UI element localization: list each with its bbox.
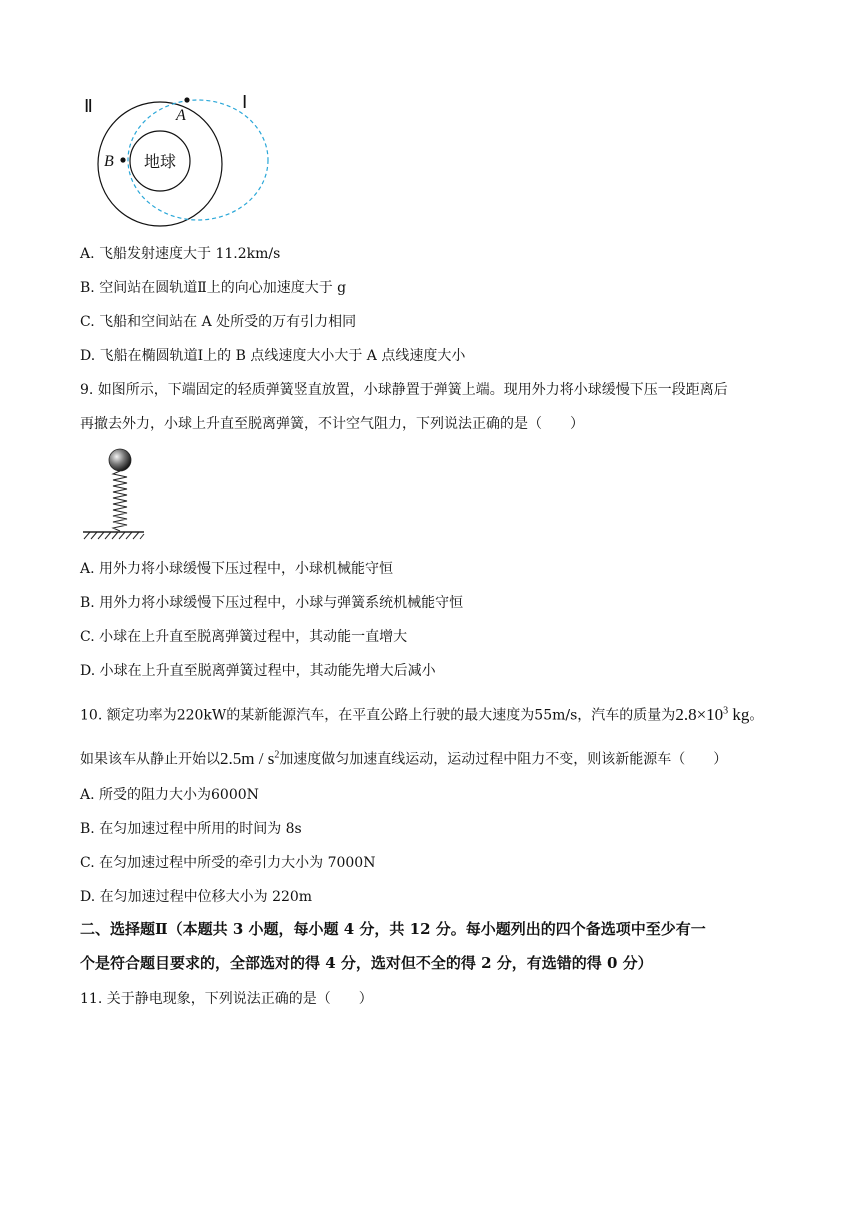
spring (113, 471, 127, 531)
orbit-diagram (78, 82, 278, 228)
q8-option-b: B. 空间站在圆轨道Ⅱ上的向心加速度大于 g (80, 280, 347, 296)
label-orbit-I: Ⅰ (242, 92, 248, 112)
q10-accel-exponent: 2 (274, 749, 280, 760)
section2-heading-line1: 二、选择题Ⅱ（本题共 3 小题，每小题 4 分，共 12 分。每小题列出的四个备选项中至少有一 (80, 920, 706, 938)
q10-mass-formula (675, 705, 749, 724)
q9-stem-line1: 9. 如图所示，下端固定的轻质弹簧竖直放置，小球静置于弹簧上端。现用外力将小球缓慢下压一段距离后 (80, 382, 728, 398)
q10-stem-text-a: 10. 额定功率为220kW的某新能源汽车，在平直公路上行驶的最大速度为55m/s，汽车的质量为 (80, 707, 676, 724)
q10-stem-text-c: 加速度做匀加速直线运动，运动过程中阻力不变，则该新能源车（ ） (279, 751, 728, 768)
q8-option-c: C. 飞船和空间站在 A 处所受的万有引力相同 (80, 314, 357, 330)
q10-accel-value: 2.5m / s (220, 748, 275, 768)
q11-stem: 11. 关于静电现象，下列说法正确的是（ ） (80, 991, 373, 1007)
label-point-B: B (104, 153, 114, 170)
q10-stem-line1 (80, 701, 763, 726)
q10-option-c: C. 在匀加速过程中所受的牵引力大小为 7000N (80, 855, 376, 871)
q10-option-d: D. 在匀加速过程中位移大小为 220m (80, 889, 313, 905)
point-A (184, 97, 189, 102)
q10-stem-text-b: 如果该车从静止开始以 (80, 751, 220, 768)
q9-option-a: A. 用外力将小球缓慢下压过程中，小球机械能守恒 (80, 561, 394, 577)
ground-hatch (84, 532, 144, 539)
q9-option-d: D. 小球在上升直至脱离弹簧过程中，其动能先增大后减小 (80, 663, 436, 679)
label-orbit-II: Ⅱ (84, 96, 93, 116)
spring-ball-diagram (80, 446, 150, 542)
q10-mass-value: 2.8×10 (675, 704, 724, 724)
q8-option-d: D. 飞船在椭圆轨道Ⅰ上的 B 点线速度大小大于 A 点线速度大小 (80, 348, 466, 364)
q10-option-b: B. 在匀加速过程中所用的时间为 8s (80, 821, 302, 837)
q10-option-a: A. 所受的阻力大小为6000N (80, 787, 259, 803)
q9-option-b: B. 用外力将小球缓慢下压过程中，小球与弹簧系统机械能守恒 (80, 595, 464, 611)
q10-mass-unit: kg (732, 704, 750, 724)
ball (109, 449, 131, 471)
q9-stem-line2: 再撤去外力，小球上升直至脱离弹簧，不计空气阻力，下列说法正确的是（ ） (80, 416, 584, 432)
q9-option-c: C. 小球在上升直至脱离弹簧过程中，其动能一直增大 (80, 629, 408, 645)
q10-stem-line2 (80, 745, 727, 770)
q8-option-a: A. 飞船发射速度大于 11.2km/s (80, 246, 281, 262)
point-B (120, 157, 125, 162)
q10-stem-end: 。 (749, 707, 764, 724)
label-earth: 地球 (143, 152, 177, 171)
q10-mass-exponent: 3 (723, 705, 729, 716)
label-point-A: A (176, 107, 186, 124)
section2-heading-line2: 个是符合题目要求的，全部选对的得 4 分，选对但不全的得 2 分，有选错的得 0 分） (80, 954, 653, 972)
q10-accel-formula (220, 749, 279, 768)
